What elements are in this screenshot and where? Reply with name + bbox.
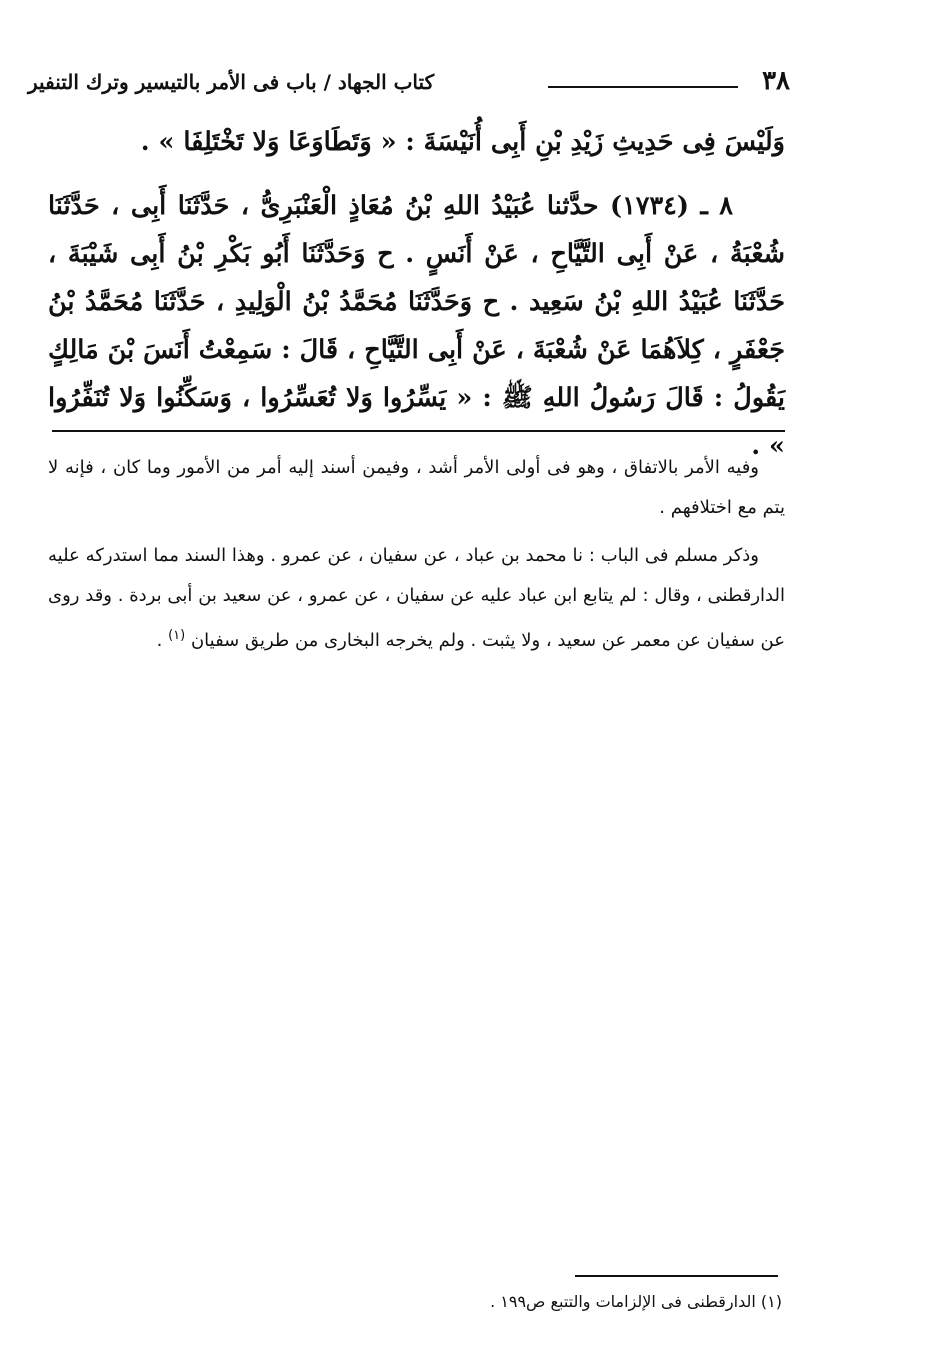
footnote: (١) الدارقطنى فى الإلزامات والتتبع ص١٩٩ . (490, 1292, 782, 1311)
commentary-paragraph: وفيه الأمر بالاتفاق ، وهو فى أولى الأمر أشد ، وفيمن أسند إليه أمر من الأمور وما كان ، فإنه لا يتم مع اختلافهم . (48, 457, 785, 518)
running-header (20, 66, 790, 106)
running-title: كتاب الجهاد / باب فى الأمر بالتيسير وترك التنفير (28, 70, 435, 94)
commentary-paragraph (48, 536, 785, 661)
footnote-reference: (١) (168, 628, 186, 643)
header-rule (548, 86, 738, 88)
commentary (48, 448, 785, 661)
hadith-text (48, 118, 785, 470)
commentary-text: وذكر مسلم فى الباب : نا محمد بن عباد ، عن سفيان ، عن عمرو . وهذا السند مما استدركه عليه الدارقطنى ، وقال : لم يتابع ابن عباد عليه عن سفيان ، عن عمرو ، عن سعيد بن أبى بردة . وقد روى عن سفيان عن معمر عن سعيد ، ولا يثبت . ولم يخرجه البخارى من طريق سفيان (48, 545, 785, 651)
section-divider (52, 430, 785, 432)
hadith-note-line: وَلَيْسَ فِى حَدِيثِ زَيْدِ بْنِ أَبِى أُنَيْسَةَ : « وَتَطَاوَعَا وَلا تَخْتَلِفَا » . (140, 127, 785, 157)
commentary-end: . (156, 630, 169, 651)
page-number: ٣٨ (762, 66, 790, 96)
footnote-rule (575, 1275, 778, 1277)
hadith-1734: ٨ ـ (١٧٣٤) حدَّثنا عُبَيْدُ اللهِ بْنُ مُعَاذٍ الْعَنْبَرِىُّ ، حَدَّثَنَا أَبِى ، حَدَّثَنَا شُعْبَةُ ، عَنْ أَبِى التَّيَّاحِ ، عَنْ أَنَسٍ . ح وَحَدَّثَنَا أَبُو بَكْرِ بْنُ أَبِى شَيْبَةَ ، حَدَّثَنَا عُبَيْدُ اللهِ بْنُ سَعِيد . ح وَحَدَّثَنَا مُحَمَّدُ بْنُ الْوَلِيدِ ، حَدَّثَنَا مُحَمَّدُ بْنُ جَعْفَرٍ ، كِلاَهُمَا عَنْ شُعْبَةَ ، عَنْ أَبِى التَّيَّاحِ ، قَالَ : سَمِعْتُ أَنَسَ بْنَ مَالِكٍ يَقُولُ : قَالَ رَسُولُ اللهِ ﷺ : « يَسِّرُوا وَلا تُعَسِّرُوا ، وَسَكِّنُوا وَلا تُنَفِّرُوا » . (48, 191, 785, 461)
